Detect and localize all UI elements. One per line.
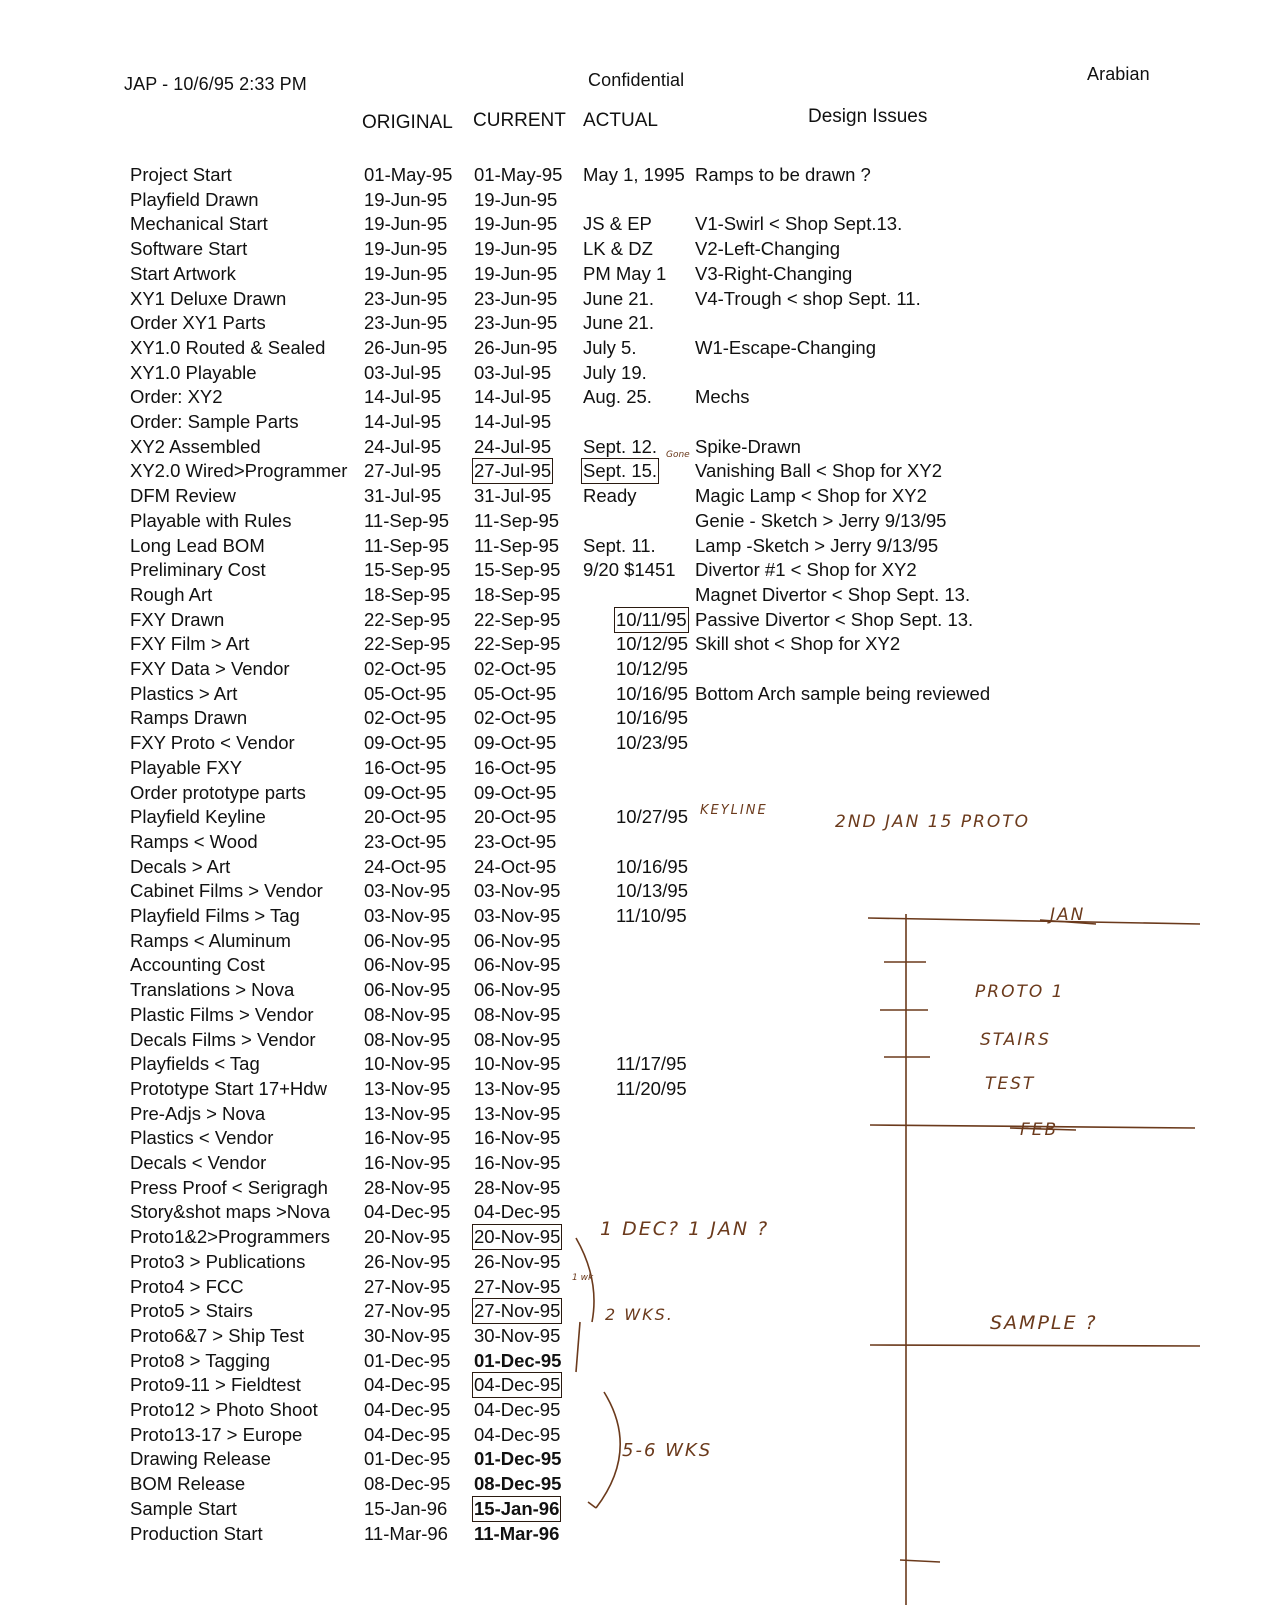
- current-date: 06-Nov-95: [474, 929, 561, 951]
- table-row: [0, 930, 1281, 954]
- current-date: 14-Jul-95: [474, 411, 552, 432]
- current-date: 03-Jul-95: [474, 361, 552, 383]
- original-date: 09-Oct-95: [364, 732, 447, 754]
- actual-date: 10/16/95: [616, 855, 689, 877]
- table-row: [0, 831, 1281, 855]
- table-row: [0, 782, 1281, 806]
- actual-date: JS & EP: [583, 213, 652, 235]
- original-date: 04-Dec-95: [364, 1201, 451, 1223]
- original-date: 04-Dec-95: [364, 1374, 451, 1396]
- table-row: [0, 707, 1281, 731]
- design-issue: Spike-Drawn: [695, 435, 801, 457]
- task-name: Proto8 > Tagging: [130, 1349, 271, 1371]
- handwritten-keyline: KEYLINE: [700, 803, 768, 818]
- current-date: 26-Nov-95: [474, 1250, 561, 1272]
- original-date: 03-Nov-95: [364, 905, 451, 926]
- actual-date: 10/27/95: [616, 806, 689, 828]
- table-row: [0, 806, 1281, 830]
- header-timestamp: JAP - 10/6/95 2:33 PM: [124, 74, 307, 94]
- current-date: 28-Nov-95: [474, 1176, 561, 1198]
- original-date: 16-Nov-95: [364, 1127, 451, 1149]
- current-date: 02-Oct-95: [474, 707, 557, 729]
- original-date: 27-Jul-95: [364, 460, 442, 482]
- task-name: Ramps Drawn: [130, 707, 248, 729]
- original-date: 20-Nov-95: [364, 1226, 451, 1248]
- original-date: 14-Jul-95: [364, 411, 442, 432]
- design-issue: Vanishing Ball < Shop for XY2: [695, 460, 942, 482]
- task-name: XY1 Deluxe Drawn: [130, 287, 287, 309]
- task-name: Project Start: [130, 164, 232, 185]
- original-date: 14-Jul-95: [364, 386, 442, 408]
- original-date: 30-Nov-95: [364, 1324, 451, 1346]
- task-name: Playfields < Tag: [130, 1053, 260, 1075]
- task-name: Production Start: [130, 1522, 263, 1544]
- current-date: 15-Jan-96: [474, 1497, 560, 1519]
- current-date: 26-Jun-95: [474, 336, 558, 358]
- task-name: Ramps < Wood: [130, 830, 258, 852]
- actual-date: June 21.: [583, 312, 654, 334]
- task-name: Mechanical Start: [130, 213, 268, 235]
- task-name: Translations > Nova: [130, 979, 295, 1001]
- original-date: 19-Jun-95: [364, 188, 448, 210]
- current-date: 15-Sep-95: [474, 559, 561, 581]
- original-date: 23-Jun-95: [364, 312, 448, 334]
- current-date: 09-Oct-95: [474, 732, 557, 754]
- table-row: [0, 584, 1281, 608]
- table-row: [0, 312, 1281, 336]
- table-row: [0, 1276, 1281, 1300]
- current-date: 27-Jul-95: [474, 460, 552, 482]
- original-date: 19-Jun-95: [364, 238, 448, 260]
- handwritten-stairs: STAIRS: [980, 1030, 1051, 1050]
- table-row: [0, 238, 1281, 262]
- original-date: 09-Oct-95: [364, 781, 447, 803]
- table-row: [0, 1029, 1281, 1053]
- table-row: [0, 954, 1281, 978]
- current-date: 06-Nov-95: [474, 979, 561, 1001]
- task-name: Cabinet Films > Vendor: [130, 880, 323, 902]
- task-name: Plastic Films > Vendor: [130, 1003, 314, 1025]
- original-date: 05-Oct-95: [364, 682, 447, 704]
- header-confidential: Confidential: [588, 70, 685, 90]
- actual-date: 10/23/95: [616, 732, 689, 754]
- current-date: 01-Dec-95: [474, 1448, 562, 1470]
- original-date: 19-Jun-95: [364, 213, 448, 235]
- task-name: Decals > Art: [130, 855, 231, 877]
- current-date: 31-Jul-95: [474, 485, 552, 507]
- table-row: [0, 189, 1281, 213]
- table-row: [0, 1523, 1281, 1547]
- original-date: 27-Nov-95: [364, 1275, 451, 1297]
- task-name: XY2 Assembled: [130, 435, 261, 457]
- original-date: 15-Jan-96: [364, 1497, 448, 1519]
- task-name: XY1.0 Routed & Sealed: [130, 336, 326, 358]
- handwritten-one-week: 1 wk: [572, 1273, 594, 1283]
- header-project-name: Arabian: [1087, 64, 1150, 84]
- column-header-design-issues: Design Issues: [808, 106, 928, 127]
- design-issue: Lamp -Sketch > Jerry 9/13/95: [695, 534, 939, 556]
- design-issue: Mechs: [695, 386, 750, 408]
- current-date: 14-Jul-95: [474, 386, 552, 408]
- current-date: 01-May-95: [474, 164, 563, 185]
- task-name: Press Proof < Serigragh: [130, 1176, 328, 1198]
- actual-date: June 21.: [583, 287, 654, 309]
- table-row: [0, 1374, 1281, 1398]
- actual-date: 11/20/95: [616, 1077, 687, 1099]
- table-row: [0, 658, 1281, 682]
- table-row: [0, 1350, 1281, 1374]
- design-issue: Passive Divertor < Shop Sept. 13.: [695, 608, 974, 630]
- task-name: Long Lead BOM: [130, 534, 265, 556]
- table-row: [0, 1078, 1281, 1102]
- current-date: 16-Nov-95: [474, 1152, 561, 1173]
- current-date: 22-Sep-95: [474, 608, 561, 630]
- table-row: [0, 1251, 1281, 1275]
- original-date: 01-Dec-95: [364, 1448, 451, 1470]
- current-date: 20-Oct-95: [474, 806, 557, 828]
- original-date: 31-Jul-95: [364, 485, 442, 507]
- original-date: 03-Nov-95: [364, 880, 451, 902]
- actual-date: 10/13/95: [616, 880, 689, 902]
- task-name: Decals Films > Vendor: [130, 1028, 316, 1050]
- current-date: 16-Oct-95: [474, 756, 557, 778]
- table-row: [0, 436, 1281, 460]
- table-row: [0, 609, 1281, 633]
- task-name: FXY Proto < Vendor: [130, 732, 295, 754]
- table-row: [0, 979, 1281, 1003]
- original-date: 13-Nov-95: [364, 1102, 451, 1124]
- original-date: 16-Nov-95: [364, 1152, 451, 1173]
- original-date: 08-Nov-95: [364, 1028, 451, 1050]
- actual-date: July 19.: [583, 361, 647, 383]
- table-row: [0, 1004, 1281, 1028]
- table-row: [0, 856, 1281, 880]
- current-date: 10-Nov-95: [474, 1053, 561, 1075]
- task-name: Sample Start: [130, 1497, 237, 1519]
- table-row: [0, 1152, 1281, 1176]
- current-date: 04-Dec-95: [474, 1201, 561, 1223]
- current-date: 06-Nov-95: [474, 954, 561, 976]
- original-date: 27-Nov-95: [364, 1300, 451, 1322]
- current-date: 20-Nov-95: [474, 1226, 561, 1248]
- task-name: Order: Sample Parts: [130, 411, 299, 432]
- original-date: 04-Dec-95: [364, 1423, 451, 1445]
- design-issue: W1-Escape-Changing: [695, 336, 876, 358]
- current-date: 23-Jun-95: [474, 287, 558, 309]
- handwritten-five-six-weeks: 5-6 WKS: [622, 1440, 713, 1461]
- design-issue: Divertor #1 < Shop for XY2: [695, 559, 917, 581]
- current-date: 01-Dec-95: [474, 1349, 562, 1371]
- original-date: 01-Dec-95: [364, 1349, 451, 1371]
- task-name: FXY Drawn: [130, 608, 225, 630]
- actual-date: 11/10/95: [616, 905, 687, 926]
- table-row: [0, 510, 1281, 534]
- handwritten-gone: Gone: [666, 450, 690, 460]
- task-name: Proto9-11 > Fieldtest: [130, 1374, 301, 1396]
- current-date: 04-Dec-95: [474, 1399, 561, 1420]
- task-name: Accounting Cost: [130, 954, 265, 976]
- design-issue: V3-Right-Changing: [695, 262, 853, 284]
- original-date: 19-Jun-95: [364, 262, 448, 284]
- table-row: [0, 905, 1281, 929]
- actual-date: Sept. 12.: [583, 435, 658, 457]
- design-issue: V4-Trough < shop Sept. 11.: [695, 287, 921, 309]
- actual-date: 9/20 $1451: [583, 559, 676, 581]
- original-date: 10-Nov-95: [364, 1053, 451, 1075]
- table-row: [0, 1498, 1281, 1522]
- actual-date: 10/12/95: [616, 633, 689, 655]
- actual-date: Aug. 25.: [583, 386, 652, 408]
- task-name: Playfield Keyline: [130, 806, 266, 828]
- current-date: 08-Nov-95: [474, 1028, 561, 1050]
- task-name: Proto6&7 > Ship Test: [130, 1324, 304, 1346]
- original-date: 26-Nov-95: [364, 1250, 451, 1272]
- design-issue: V2-Left-Changing: [695, 238, 841, 260]
- actual-date: PM May 1: [583, 262, 667, 284]
- original-date: 11-Sep-95: [364, 534, 450, 556]
- task-name: Plastics < Vendor: [130, 1127, 274, 1149]
- table-row: [0, 460, 1281, 484]
- current-date: 08-Dec-95: [474, 1473, 562, 1495]
- original-date: 26-Jun-95: [364, 336, 448, 358]
- design-issue: Bottom Arch sample being reviewed: [695, 682, 991, 704]
- design-issue: Skill shot < Shop for XY2: [695, 633, 901, 655]
- task-name: XY1.0 Playable: [130, 361, 257, 383]
- original-date: 24-Jul-95: [364, 435, 442, 457]
- table-row: [0, 1103, 1281, 1127]
- task-name: Order: XY2: [130, 386, 223, 408]
- current-date: 19-Jun-95: [474, 238, 558, 260]
- design-issue: Ramps to be drawn ?: [695, 164, 871, 185]
- table-row: [0, 1473, 1281, 1497]
- original-date: 06-Nov-95: [364, 979, 451, 1001]
- original-date: 28-Nov-95: [364, 1176, 451, 1198]
- original-date: 08-Nov-95: [364, 1003, 451, 1025]
- task-name: Story&shot maps >Nova: [130, 1201, 330, 1223]
- current-date: 02-Oct-95: [474, 658, 557, 679]
- actual-date: 10/12/95: [616, 658, 689, 679]
- design-issue: Magnet Divertor < Shop Sept. 13.: [695, 583, 971, 605]
- current-date: 04-Dec-95: [474, 1374, 561, 1396]
- current-date: 23-Jun-95: [474, 312, 558, 334]
- actual-date: July 5.: [583, 336, 637, 358]
- task-name: Plastics > Art: [130, 682, 238, 704]
- original-date: 22-Sep-95: [364, 633, 451, 655]
- original-date: 06-Nov-95: [364, 929, 451, 951]
- current-date: 16-Nov-95: [474, 1127, 561, 1149]
- original-date: 01-May-95: [364, 164, 453, 185]
- task-name: Start Artwork: [130, 262, 236, 284]
- original-date: 15-Sep-95: [364, 559, 451, 581]
- task-name: Proto1&2>Programmers: [130, 1226, 330, 1248]
- task-name: Pre-Adjs > Nova: [130, 1102, 266, 1124]
- original-date: 11-Mar-96: [364, 1522, 448, 1544]
- current-date: 09-Oct-95: [474, 781, 557, 803]
- current-date: 08-Nov-95: [474, 1003, 561, 1025]
- original-date: 02-Oct-95: [364, 707, 447, 729]
- actual-date: Sept. 15.: [583, 460, 658, 482]
- handwritten-sample: SAMPLE ?: [990, 1312, 1098, 1334]
- column-header-current: CURRENT: [473, 110, 566, 131]
- handwritten-proto1: PROTO 1: [975, 982, 1065, 1002]
- current-date: 23-Oct-95: [474, 830, 557, 852]
- table-row: [0, 386, 1281, 410]
- actual-date: 10/16/95: [616, 707, 689, 729]
- table-row: [0, 633, 1281, 657]
- table-row: [0, 559, 1281, 583]
- task-name: BOM Release: [130, 1473, 246, 1495]
- current-date: 24-Jul-95: [474, 435, 552, 457]
- task-name: Proto12 > Photo Shoot: [130, 1399, 318, 1420]
- actual-date: LK & DZ: [583, 238, 653, 260]
- design-issue: Magic Lamp < Shop for XY2: [695, 485, 927, 507]
- current-date: 24-Oct-95: [474, 855, 557, 877]
- current-date: 22-Sep-95: [474, 633, 561, 655]
- handwritten-feb: FEB: [1020, 1120, 1059, 1140]
- design-issue: V1-Swirl < Shop Sept.13.: [695, 213, 903, 235]
- current-date: 03-Nov-95: [474, 905, 561, 926]
- task-name: Drawing Release: [130, 1448, 271, 1470]
- design-issue: Genie - Sketch > Jerry 9/13/95: [695, 509, 947, 531]
- original-date: 11-Sep-95: [364, 509, 450, 531]
- original-date: 06-Nov-95: [364, 954, 451, 976]
- table-row: [0, 683, 1281, 707]
- table-row: [0, 164, 1281, 188]
- table-row: [0, 288, 1281, 312]
- task-name: Proto5 > Stairs: [130, 1300, 253, 1322]
- table-row: [0, 213, 1281, 237]
- handwritten-test: TEST: [985, 1074, 1036, 1094]
- actual-date: Ready: [583, 485, 637, 507]
- table-row: [0, 535, 1281, 559]
- task-name: Proto3 > Publications: [130, 1250, 306, 1272]
- current-date: 18-Sep-95: [474, 583, 561, 605]
- original-date: 04-Dec-95: [364, 1399, 451, 1420]
- task-name: FXY Film > Art: [130, 633, 250, 655]
- column-header-actual: ACTUAL: [583, 110, 658, 131]
- table-row: [0, 1177, 1281, 1201]
- original-date: 03-Jul-95: [364, 361, 442, 383]
- actual-date: 10/11/95: [616, 608, 687, 630]
- task-name: FXY Data > Vendor: [130, 658, 290, 679]
- table-row: [0, 1399, 1281, 1423]
- original-date: 22-Sep-95: [364, 608, 451, 630]
- task-name: Playable with Rules: [130, 509, 292, 531]
- current-date: 11-Sep-95: [474, 534, 560, 556]
- task-name: Rough Art: [130, 583, 213, 605]
- task-name: Order XY1 Parts: [130, 312, 266, 334]
- original-date: 18-Sep-95: [364, 583, 451, 605]
- handwritten-two-weeks: 2 WKS.: [605, 1305, 674, 1324]
- task-name: Proto13-17 > Europe: [130, 1423, 303, 1445]
- original-date: 24-Oct-95: [364, 855, 447, 877]
- table-row: [0, 757, 1281, 781]
- current-date: 11-Mar-96: [474, 1522, 560, 1544]
- current-date: 19-Jun-95: [474, 213, 558, 235]
- original-date: 13-Nov-95: [364, 1077, 451, 1099]
- task-name: XY2.0 Wired>Programmer: [130, 460, 348, 482]
- current-date: 19-Jun-95: [474, 188, 558, 210]
- current-date: 19-Jun-95: [474, 262, 558, 284]
- task-name: Playfield Drawn: [130, 188, 259, 210]
- task-name: Software Start: [130, 238, 248, 260]
- original-date: 23-Jun-95: [364, 287, 448, 309]
- task-name: Playable FXY: [130, 756, 243, 778]
- table-row: [0, 411, 1281, 435]
- table-row: [0, 485, 1281, 509]
- table-row: [0, 1127, 1281, 1151]
- current-date: 11-Sep-95: [474, 509, 560, 531]
- current-date: 05-Oct-95: [474, 682, 557, 704]
- table-row: [0, 362, 1281, 386]
- current-date: 27-Nov-95: [474, 1275, 561, 1297]
- task-name: DFM Review: [130, 485, 236, 507]
- current-date: 13-Nov-95: [474, 1077, 561, 1099]
- handwritten-dec-jan: 1 DEC? 1 JAN ?: [600, 1218, 770, 1240]
- task-name: Playfield Films > Tag: [130, 905, 300, 926]
- actual-date: May 1, 1995: [583, 164, 685, 185]
- actual-date: Sept. 11.: [583, 534, 656, 556]
- current-date: 03-Nov-95: [474, 880, 561, 902]
- handwritten-proto-jan15: 2ND JAN 15 PROTO: [835, 812, 1031, 832]
- actual-date: 11/17/95: [616, 1053, 687, 1075]
- task-name: Proto4 > FCC: [130, 1275, 244, 1297]
- task-name: Prototype Start 17+Hdw: [130, 1077, 327, 1099]
- original-date: 20-Oct-95: [364, 806, 447, 828]
- task-name: Ramps < Aluminum: [130, 929, 291, 951]
- table-row: [0, 337, 1281, 361]
- current-date: 13-Nov-95: [474, 1102, 561, 1124]
- table-row: [0, 880, 1281, 904]
- task-name: Decals < Vendor: [130, 1152, 267, 1173]
- current-date: 27-Nov-95: [474, 1300, 561, 1322]
- current-date: 04-Dec-95: [474, 1423, 561, 1445]
- task-name: Preliminary Cost: [130, 559, 266, 581]
- table-row: [0, 263, 1281, 287]
- original-date: 02-Oct-95: [364, 658, 447, 679]
- original-date: 08-Dec-95: [364, 1473, 451, 1495]
- original-date: 16-Oct-95: [364, 756, 447, 778]
- table-row: [0, 1053, 1281, 1077]
- handwritten-jan: JAN: [1050, 905, 1086, 925]
- task-name: Order prototype parts: [130, 781, 306, 803]
- original-date: 23-Oct-95: [364, 830, 447, 852]
- current-date: 30-Nov-95: [474, 1324, 561, 1346]
- column-header-original: ORIGINAL: [362, 112, 453, 133]
- actual-date: 10/16/95: [616, 682, 689, 704]
- table-row: [0, 732, 1281, 756]
